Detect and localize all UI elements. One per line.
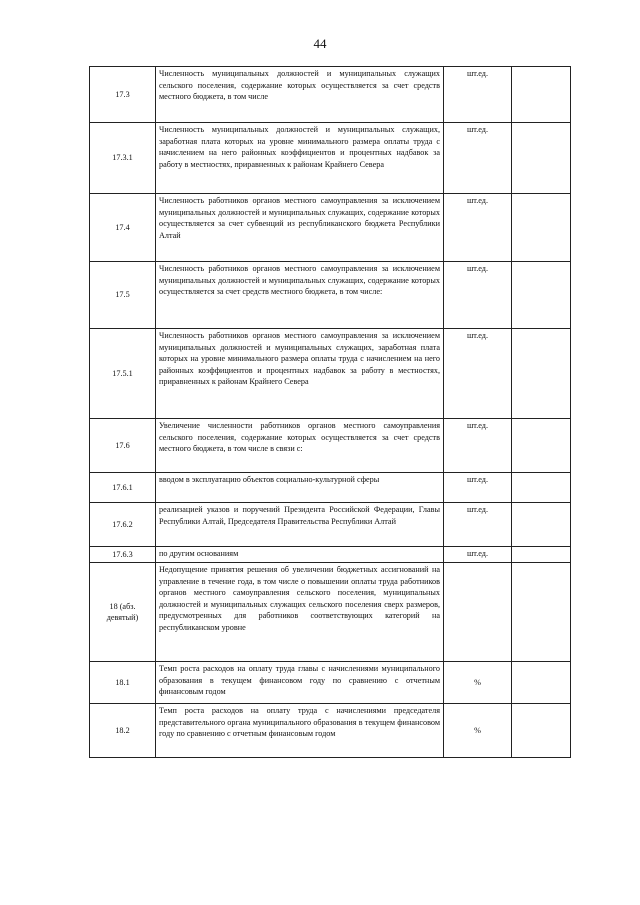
row-description: Темп роста расходов на оплату труда главы с начислениями муниципального образования в текущем финансовом году по сравнению с отчетным финансовым годом	[156, 662, 444, 704]
row-value	[512, 194, 571, 262]
table-row	[90, 547, 571, 563]
row-number: 18.1	[90, 662, 156, 704]
row-number: 17.5	[90, 262, 156, 329]
row-unit: шт.ед.	[444, 547, 512, 563]
row-value	[512, 419, 571, 473]
row-unit: шт.ед.	[444, 473, 512, 503]
indicators-table	[89, 66, 571, 758]
row-description: Численность работников органов местного самоуправления за исключением муниципальных должностей и муниципальных служащих, содержание которых осуществляется за счет субвенций из республиканского бюджета Республики Алтай	[156, 194, 444, 262]
table-row	[90, 662, 571, 704]
table-row	[90, 419, 571, 473]
table-row	[90, 563, 571, 662]
table-row	[90, 67, 571, 123]
row-unit: шт.ед.	[444, 67, 512, 123]
row-description: Численность муниципальных должностей и муниципальных служащих, заработная плата которых на уровне минимального размера оплаты труда с начислением на него районных коэффициентов и процентных надбавок за работу в местностях, приравненных к районам Крайнего Севера	[156, 123, 444, 194]
row-unit: шт.ед.	[444, 419, 512, 473]
row-number: 17.6.1	[90, 473, 156, 503]
row-number: 17.5.1	[90, 329, 156, 419]
row-description: Численность работников органов местного самоуправления за исключением муниципальных должностей и муниципальных служащих, заработная плата которых на уровне минимального размера оплаты труда с начислением на него районных коэффициентов и процентных надбавок за работу в местностях, приравненных к районам Крайнего Севера	[156, 329, 444, 419]
row-value	[512, 662, 571, 704]
row-description: Увеличение численности работников органов местного самоуправления сельского поселения, содержание которых осуществляется за счет средств местного бюджета, в том числе в связи с:	[156, 419, 444, 473]
row-unit: шт.ед.	[444, 194, 512, 262]
row-value	[512, 262, 571, 329]
row-unit: шт.ед.	[444, 329, 512, 419]
row-number: 17.6	[90, 419, 156, 473]
row-value	[512, 704, 571, 758]
row-unit: шт.ед.	[444, 503, 512, 547]
table-row	[90, 503, 571, 547]
table-row	[90, 123, 571, 194]
row-unit: шт.ед.	[444, 262, 512, 329]
row-number: 18 (абз. девятый)	[90, 563, 156, 662]
row-value	[512, 67, 571, 123]
row-value	[512, 563, 571, 662]
page-number: 44	[313, 36, 327, 51]
row-number: 18.2	[90, 704, 156, 758]
row-number: 17.6.3	[90, 547, 156, 563]
row-unit: %	[444, 662, 512, 704]
row-value	[512, 123, 571, 194]
row-unit: шт.ед.	[444, 123, 512, 194]
table-row	[90, 329, 571, 419]
row-unit	[444, 563, 512, 662]
table-row	[90, 194, 571, 262]
row-unit: %	[444, 704, 512, 758]
table-row	[90, 473, 571, 503]
row-description: Темп роста расходов на оплату труда с начислениями председателя представительного органа муниципального образования в текущем финансовом году по сравнению с отчетным финансовым годом	[156, 704, 444, 758]
row-description: по другим основаниям	[156, 547, 444, 563]
table-row	[90, 262, 571, 329]
row-number: 17.3.1	[90, 123, 156, 194]
row-value	[512, 503, 571, 547]
row-description: Недопущение принятия решения об увеличении бюджетных ассигнований на управление в течение года, в том числе о повышении оплаты труда работников органов местного самоуправления сельского поселения, муниципальных должностей и муниципальных служащих сельского поселения сверх размеров, предусмотренных для работников соответствующих категорий на республиканском уровне	[156, 563, 444, 662]
row-number: 17.3	[90, 67, 156, 123]
table-row	[90, 704, 571, 758]
row-description: вводом в эксплуатацию объектов социально-культурной сферы	[156, 473, 444, 503]
row-description: реализацией указов и поручений Президента Российской Федерации, Главы Республики Алтай, Председателя Правительства Республики Алтай	[156, 503, 444, 547]
row-value	[512, 473, 571, 503]
row-number: 17.6.2	[90, 503, 156, 547]
row-value	[512, 547, 571, 563]
row-description: Численность работников органов местного самоуправления за исключением муниципальных должностей и муниципальных служащих, содержание которых осуществляется за счет средств местного бюджета, в том числе:	[156, 262, 444, 329]
row-number: 17.4	[90, 194, 156, 262]
row-description: Численность муниципальных должностей и муниципальных служащих сельского поселения, содержание которых осуществляется за счет средств местного бюджета, в том числе	[156, 67, 444, 123]
row-value	[512, 329, 571, 419]
